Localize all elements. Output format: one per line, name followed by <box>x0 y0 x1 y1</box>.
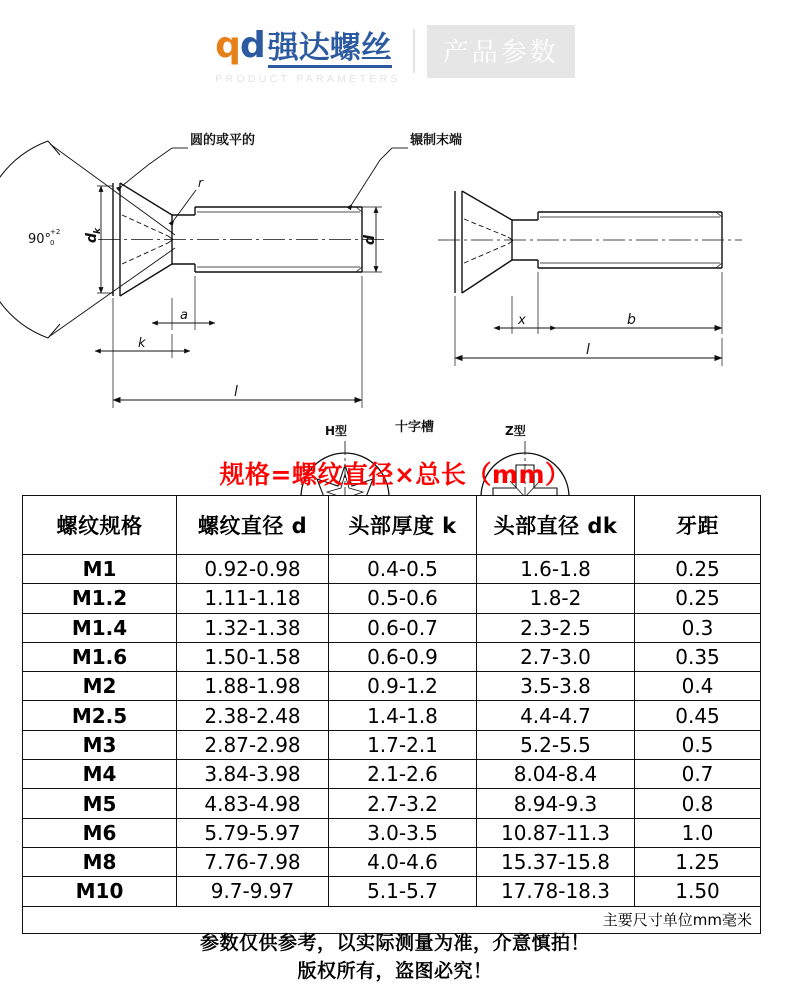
cell-thread-spec: M1.6 <box>23 642 177 671</box>
spec-table-container <box>22 495 760 934</box>
col-header-head-height: 头部厚度 k <box>329 496 477 555</box>
cell-thread-dia: 1.88-1.98 <box>177 672 329 701</box>
spec-table-head <box>23 496 761 555</box>
table-row <box>23 760 761 789</box>
label-round-or-flat: 圆的或平的 <box>190 133 256 148</box>
cell-pitch: 0.4 <box>635 672 761 701</box>
cell-thread-dia: 1.11-1.18 <box>177 584 329 613</box>
logo-letter-q: q <box>215 24 240 66</box>
col-header-thread-dia: 螺纹直径 d <box>177 496 329 555</box>
table-row <box>23 847 761 876</box>
spec-table-body <box>23 555 761 934</box>
cell-head-height: 0.5-0.6 <box>329 584 477 613</box>
cell-thread-dia: 7.76-7.98 <box>177 847 329 876</box>
cell-head-dia: 3.5-3.8 <box>477 672 635 701</box>
drawing-svg <box>0 108 790 453</box>
table-row <box>23 555 761 584</box>
cell-thread-dia: 9.7-9.97 <box>177 877 329 906</box>
label-angle-90: 90° <box>28 232 52 247</box>
cell-pitch: 0.3 <box>635 613 761 642</box>
cell-head-dia: 1.8-2 <box>477 584 635 613</box>
cell-head-height: 2.1-2.6 <box>329 760 477 789</box>
label-dim-d: d <box>362 234 378 245</box>
table-row <box>23 642 761 671</box>
cell-pitch: 1.50 <box>635 877 761 906</box>
cell-pitch: 0.25 <box>635 555 761 584</box>
cell-pitch: 1.25 <box>635 847 761 876</box>
cell-thread-spec: M1 <box>23 555 177 584</box>
cell-head-height: 5.1-5.7 <box>329 877 477 906</box>
cell-thread-dia: 2.87-2.98 <box>177 730 329 759</box>
cell-thread-spec: M4 <box>23 760 177 789</box>
cell-thread-dia: 1.50-1.58 <box>177 642 329 671</box>
label-dim-x: x <box>518 313 526 328</box>
footer-line-1: 参数仅供参考，以实际测量为准，介意慎拍！ <box>199 932 590 954</box>
spec-table <box>22 495 761 934</box>
cell-head-height: 2.7-3.2 <box>329 789 477 818</box>
cell-head-dia: 10.87-11.3 <box>477 818 635 847</box>
cell-head-dia: 8.04-8.4 <box>477 760 635 789</box>
logo-wordmark <box>215 24 392 67</box>
label-dim-l-right: l <box>586 342 590 358</box>
table-row <box>23 701 761 730</box>
cell-head-height: 1.7-2.1 <box>329 730 477 759</box>
logo-text-group <box>215 26 401 85</box>
logo-company-name: 强达螺丝 <box>267 29 392 66</box>
cell-thread-dia: 5.79-5.97 <box>177 818 329 847</box>
table-row <box>23 613 761 642</box>
table-row <box>23 789 761 818</box>
cell-head-height: 3.0-3.5 <box>329 818 477 847</box>
page-header <box>0 0 790 110</box>
cell-pitch: 0.35 <box>635 642 761 671</box>
header-divider <box>413 29 415 73</box>
label-angle-tol-top: +2 <box>50 228 61 236</box>
cell-thread-spec: M2.5 <box>23 701 177 730</box>
table-row <box>23 584 761 613</box>
cell-head-height: 1.4-1.8 <box>329 701 477 730</box>
cell-head-dia: 5.2-5.5 <box>477 730 635 759</box>
cell-head-height: 4.0-4.6 <box>329 847 477 876</box>
cell-thread-spec: M6 <box>23 818 177 847</box>
cell-head-height: 0.9-1.2 <box>329 672 477 701</box>
label-dim-dk-sub: k <box>93 228 103 234</box>
logo-subtitle: PRODUCT PARAMETERS <box>215 72 401 85</box>
cell-thread-spec: M2 <box>23 672 177 701</box>
cell-head-dia: 2.7-3.0 <box>477 642 635 671</box>
logo-letter-d: d <box>239 24 265 66</box>
label-rolled-end: 辗制末端 <box>410 133 463 148</box>
label-cross-recess-title: 十字槽 <box>395 420 435 435</box>
cell-thread-spec: M5 <box>23 789 177 818</box>
label-angle-tol-bottom: 0 <box>50 239 55 247</box>
label-dim-dk: d <box>84 232 100 243</box>
cell-pitch: 0.25 <box>635 584 761 613</box>
footer-line-2: 版权所有，盗图必究！ <box>297 959 493 982</box>
cell-head-height: 0.4-0.5 <box>329 555 477 584</box>
cell-thread-spec: M8 <box>23 847 177 876</box>
col-header-head-dia: 头部直径 dk <box>477 496 635 555</box>
cell-pitch: 0.45 <box>635 701 761 730</box>
cell-head-dia: 15.37-15.8 <box>477 847 635 876</box>
table-header-row <box>23 496 761 555</box>
label-type-z: Z型 <box>505 424 526 438</box>
col-header-pitch: 牙距 <box>635 496 761 555</box>
cell-pitch: 0.8 <box>635 789 761 818</box>
col-header-thread-spec: 螺纹规格 <box>23 496 177 555</box>
screw-technical-drawing <box>0 108 790 453</box>
cell-thread-dia: 3.84-3.98 <box>177 760 329 789</box>
cell-head-dia: 4.4-4.7 <box>477 701 635 730</box>
table-row <box>23 818 761 847</box>
cell-thread-dia: 4.83-4.98 <box>177 789 329 818</box>
cell-thread-spec: M3 <box>23 730 177 759</box>
cell-head-height: 0.6-0.7 <box>329 613 477 642</box>
cell-head-dia: 1.6-1.8 <box>477 555 635 584</box>
label-dim-a: a <box>180 308 188 323</box>
label-dim-k: k <box>138 336 146 351</box>
footer-disclaimer <box>0 930 790 985</box>
unit-note-row <box>23 906 761 933</box>
cell-pitch: 0.5 <box>635 730 761 759</box>
label-dim-r: r <box>198 176 203 190</box>
cell-head-dia: 17.78-18.3 <box>477 877 635 906</box>
cell-head-dia: 8.94-9.3 <box>477 789 635 818</box>
cell-thread-spec: M1.4 <box>23 613 177 642</box>
label-type-h: H型 <box>325 424 348 438</box>
cell-pitch: 1.0 <box>635 818 761 847</box>
product-parameters-badge: 产品参数 <box>427 25 575 78</box>
table-row <box>23 877 761 906</box>
cell-thread-spec: M10 <box>23 877 177 906</box>
cell-head-dia: 2.3-2.5 <box>477 613 635 642</box>
cell-thread-dia: 2.38-2.48 <box>177 701 329 730</box>
cell-pitch: 0.7 <box>635 760 761 789</box>
table-row <box>23 730 761 759</box>
spec-formula-caption: 规格=螺纹直径×总长（mm） <box>219 460 571 489</box>
brand-logo <box>215 26 575 85</box>
cell-thread-dia: 1.32-1.38 <box>177 613 329 642</box>
cell-head-height: 0.6-0.9 <box>329 642 477 671</box>
cell-thread-spec: M1.2 <box>23 584 177 613</box>
label-dim-l-left: l <box>234 384 238 400</box>
label-dim-b: b <box>627 312 636 328</box>
cell-thread-dia: 0.92-0.98 <box>177 555 329 584</box>
unit-note: 主要尺寸单位mm毫米 <box>23 906 761 933</box>
table-row <box>23 672 761 701</box>
